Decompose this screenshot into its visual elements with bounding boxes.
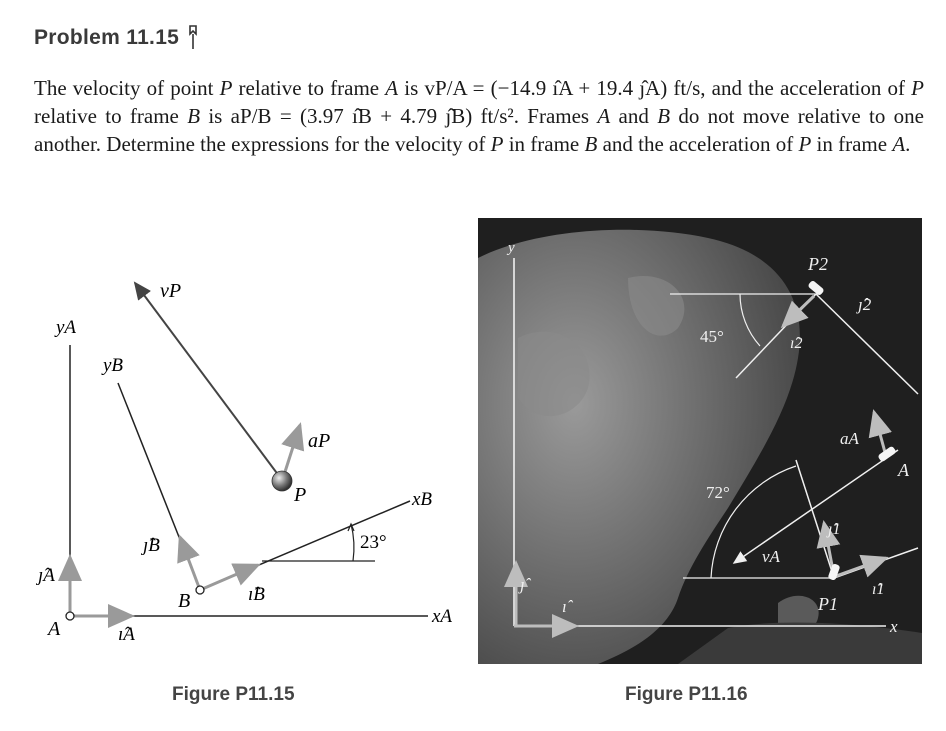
label-j1: ȷ̂1 bbox=[828, 521, 841, 538]
label-P1: P1 bbox=[818, 594, 838, 614]
label-vP: vP bbox=[160, 280, 182, 302]
label-iB: ı̂B bbox=[248, 584, 265, 605]
point-A bbox=[66, 612, 74, 620]
figure-p11-16-caption: Figure P11.16 bbox=[625, 684, 748, 705]
label-j: ȷ̂ bbox=[520, 575, 525, 594]
label-P2: P2 bbox=[808, 254, 828, 274]
label-angle-45: 45° bbox=[700, 327, 724, 346]
label-iA: ı̂A bbox=[118, 624, 135, 645]
problem-heading bbox=[34, 24, 198, 50]
label-yA: yA bbox=[56, 317, 77, 338]
label-aP: aP bbox=[308, 430, 331, 452]
label-y: y bbox=[508, 240, 515, 256]
label-vA: vA bbox=[762, 547, 780, 566]
label-jB: ȷ̂B bbox=[143, 535, 160, 556]
bookmark-icon[interactable] bbox=[188, 24, 198, 50]
figure-p11-16 bbox=[478, 218, 922, 664]
label-aA: aA bbox=[840, 429, 859, 448]
label-A: A bbox=[48, 618, 61, 640]
label-i1: ı̂1 bbox=[872, 581, 885, 598]
problem-statement: The velocity of point P relative to frame A is vP/A = (−14.9 ı̂A + 19.4 ȷ̂A) ft/s, and the acceleration of P relative to frame B is aP/B = (3.97 ı̂B + 4.79 ȷ̂B) ft/s². Frames A and B do not move relative to one another. Determine the expressions for the velocity of P in frame B and the acceleration of P in frame A. bbox=[34, 76, 924, 156]
label-angle-23: 23° bbox=[360, 532, 387, 553]
jB-arrow bbox=[180, 537, 200, 590]
aP-arrow bbox=[284, 425, 300, 475]
figure-p11-15 bbox=[0, 225, 470, 670]
label-A: A bbox=[898, 460, 909, 480]
velocity-expression: vP/A = (−14.9 ı̂A + 19.4 ȷ̂A) ft/s bbox=[424, 76, 701, 100]
label-B: B bbox=[178, 590, 191, 612]
label-xB: xB bbox=[412, 489, 433, 510]
label-xA: xA bbox=[432, 606, 453, 627]
label-i2: ı̂2 bbox=[790, 335, 803, 352]
problem-title: Problem 11.15 bbox=[34, 26, 180, 49]
label-j2: ȷ̂2 bbox=[858, 295, 872, 314]
figure-p11-15-caption: Figure P11.15 bbox=[172, 684, 295, 705]
point-P bbox=[272, 471, 292, 491]
label-x: x bbox=[890, 617, 898, 636]
label-P: P bbox=[294, 484, 307, 506]
vP-arrow bbox=[135, 283, 282, 480]
label-yB: yB bbox=[103, 355, 124, 376]
acceleration-expression: aP/B = (3.97 ı̂B + 4.79 ȷ̂B) ft/s² bbox=[230, 104, 514, 128]
point-B bbox=[196, 586, 204, 594]
label-jA: ȷ̂A bbox=[38, 565, 55, 586]
label-i: ı̂ bbox=[562, 597, 567, 616]
label-angle-72: 72° bbox=[706, 483, 730, 502]
